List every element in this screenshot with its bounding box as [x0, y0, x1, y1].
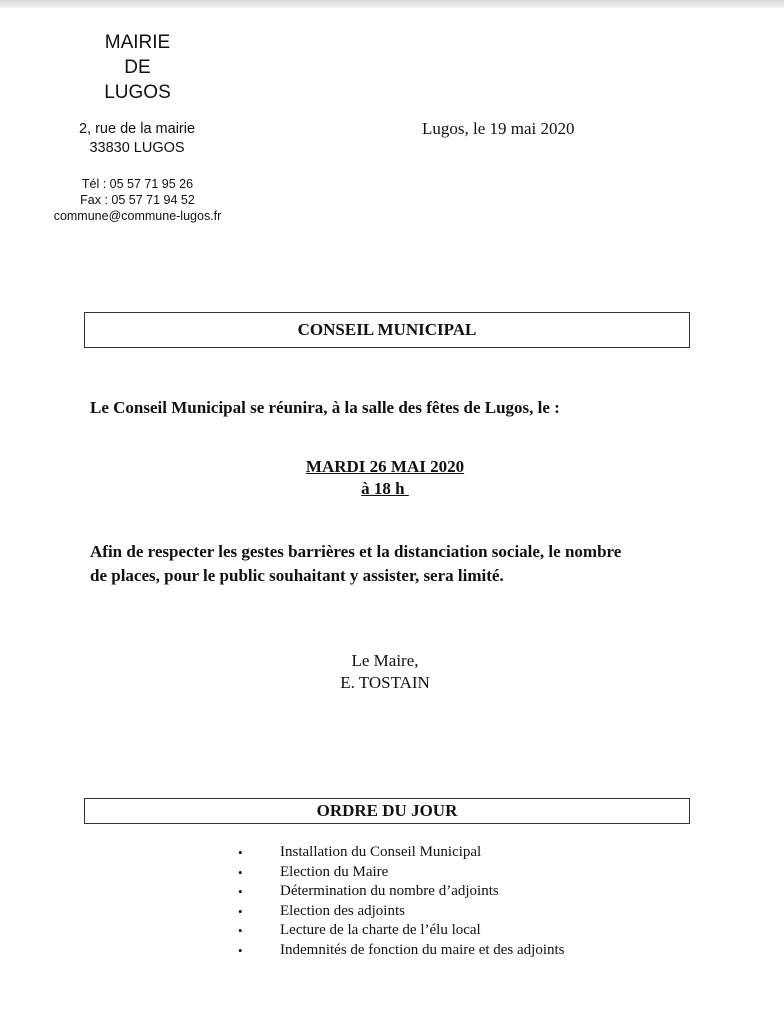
address-block — [52, 120, 222, 158]
notice-paragraph — [90, 540, 720, 588]
address-line: 33830 LUGOS — [89, 140, 185, 156]
signature-name: E. TOSTAIN — [340, 673, 430, 692]
agenda-item-label: Détermination du nombre d’adjoints — [280, 883, 499, 900]
agenda-item — [238, 921, 565, 941]
bullet-icon: • — [238, 845, 243, 860]
agenda-item-label: Election des adjoints — [280, 902, 405, 919]
meeting-time: à 18 h — [361, 479, 409, 498]
agenda-item — [238, 863, 565, 883]
mairie-line: DE — [124, 57, 151, 78]
bullet-icon: • — [238, 903, 243, 919]
agenda-item-label: Lecture de la charte de l’élu local — [280, 922, 481, 939]
agenda-item — [238, 902, 565, 922]
mairie-header — [60, 30, 215, 105]
agenda-heading: ORDRE DU JOUR — [316, 801, 458, 820]
agenda-list — [238, 843, 565, 961]
fax-line: Fax : 05 57 71 94 52 — [80, 193, 195, 207]
bullet-icon: • — [238, 884, 243, 900]
signature-title: Le Maire, — [351, 651, 419, 670]
notice-line: Afin de respecter les gestes barrières et la distanciation sociale, le nombre — [90, 542, 622, 561]
notice-line: de places, pour le public souhaitant y assister, sera limité. — [90, 566, 504, 585]
phone-line: Tél : 05 57 71 95 26 — [81, 177, 194, 191]
agenda-heading-box — [84, 798, 690, 824]
viewer-top-shadow — [0, 0, 784, 8]
mairie-line: MAIRIE — [104, 32, 171, 53]
title-box — [84, 312, 690, 348]
agenda-item — [238, 941, 565, 961]
intro-text: Le Conseil Municipal se réunira, à la salle des fêtes de Lugos, le : — [90, 398, 560, 417]
title-box-label: CONSEIL MUNICIPAL — [297, 320, 477, 339]
signature-block — [290, 650, 480, 694]
agenda-item — [238, 843, 565, 863]
agenda-item-label: Indemnités de fonction du maire et des adjoints — [280, 941, 565, 958]
mairie-line: LUGOS — [104, 82, 171, 103]
letter-date: Lugos, le 19 mai 2020 — [422, 119, 575, 138]
bullet-icon: • — [238, 942, 243, 958]
agenda-item-label: Election du Maire — [280, 863, 389, 880]
contact-block — [40, 176, 235, 224]
meeting-date: MARDI 26 MAI 2020 — [305, 457, 465, 476]
agenda-item-label: Installation du Conseil Municipal — [280, 844, 482, 860]
address-line: 2, rue de la mairie — [78, 121, 196, 137]
agenda-item — [238, 882, 565, 902]
email-line: commune@commune-lugos.fr — [53, 209, 222, 223]
bullet-icon: • — [238, 864, 243, 880]
bullet-icon: • — [238, 923, 243, 939]
